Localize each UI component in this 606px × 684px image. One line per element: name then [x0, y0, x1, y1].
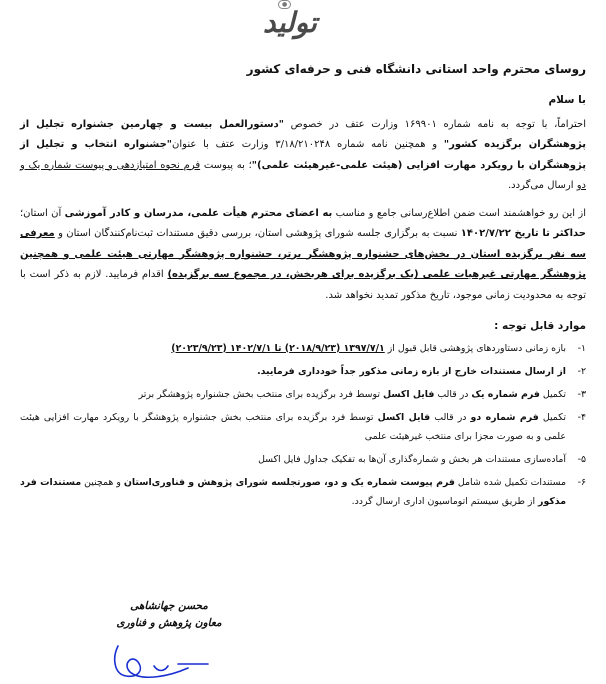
list-item — [20, 385, 586, 404]
p1-bold-title: "دستورالعمل بیست و چهارمین جشنواره تجلیل از پژوهشگران برگزیده کشور" — [20, 118, 587, 150]
organization-logo — [248, 0, 332, 50]
item-text: از ارسال مستندات خارج از بازه زمانی مذکور جداً خودداری فرمایید. — [257, 365, 566, 377]
item-text: توسط فرد برگزیده برای منتخب بخش جشنواره پژوهشگر با رویکرد مهارت افزایی هیئت علمی و به صورت مجزا برای منتخب غیرهیئت علمی — [20, 411, 566, 442]
item-number: ۳- — [577, 388, 586, 400]
p2-text: نسبت به برگزاری جلسه شورای پژوهشی استان، بررسی دقیق مستندات ثبت‌نام‌کنندگان استان و — [54, 228, 461, 239]
item-bold: فایل اکسل — [382, 388, 435, 400]
item-text: تکمیل — [538, 411, 567, 423]
item-bold: فرم شماره دو — [470, 411, 539, 423]
p2-deadline: حداکثر تا تاریخ ۱۴۰۲/۷/۲۲ — [460, 228, 586, 239]
handwritten-signature — [108, 606, 218, 684]
p2-bold-underlined: معرفی سه نفر برگزیده استان در بخش‌های جشنواره پژوهشگر برتر، جشنواره پژوهشگر مهارتی هیئت علمی و همچنین پژوهشگر مهارتی غیرهیات علمی (یک برگزیده برای هربخش، در مجموع سه برگزیده) — [20, 228, 586, 280]
item-text: بازه زمانی دستاوردهای پژوهشی قابل قبول از — [384, 342, 566, 354]
item-date-range: ۱۳۹۷/۷/۱ (۲۰۱۸/۹/۲۳) تا ۱۴۰۲/۷/۱ (۲۰۲۳/۹/۲۳) — [171, 342, 385, 354]
item-text: مستندات تکمیل شده شامل — [454, 476, 566, 488]
p1-bold-title: "جشنواره انتخاب و تجلیل از پژوهشگران با رویکرد مهارت افزایی (هیئت علمی-غیرهیئت علمی)" — [20, 139, 586, 171]
item-text: و همچنین — [81, 476, 124, 488]
list-item — [20, 473, 586, 511]
p1-text: احتراماً، با توجه به نامه شماره ۱۶۹۹۰۱ وزارت عتف در خصوص — [283, 118, 586, 130]
p1-underlined: فرم نحوه امتیازدهی و پیوست شماره یک و دو — [20, 159, 586, 191]
item-bold: مستندات فرد مذکور — [20, 476, 566, 507]
p2-text: از این رو خواهشمند است ضمن اطلاع‌رسانی جامع و مناسب — [332, 207, 586, 219]
p1-text: ؛ به پیوست — [200, 159, 252, 171]
item-text: تکمیل — [539, 388, 566, 400]
list-item — [20, 362, 586, 381]
list-item — [20, 450, 586, 469]
p2-text: آن استان؛ — [20, 207, 65, 219]
p2-bold: به اعضای محترم هیأت علمی، مدرسان و کادر آموزشی — [64, 207, 333, 219]
signatory-name: محسن جهانشاهی — [130, 600, 208, 612]
item-bold: فرم شماره یک — [471, 388, 540, 400]
item-text: از طریق سیستم اتوماسیون اداری ارسال گردد. — [351, 495, 539, 507]
item-text: توسط فرد برگزیده برای منتخب بخش جشنواره پژوهشگر برتر — [138, 388, 383, 400]
notes-list — [20, 339, 586, 511]
item-number: ۴- — [577, 411, 586, 423]
p1-text: ارسال می‌گردد. — [507, 180, 577, 191]
item-bold: فرم پیوست شماره یک و دو، صورتجلسه شورای پژوهش و فناوری‌استان — [123, 476, 455, 488]
item-number: ۱- — [577, 342, 586, 354]
paragraph-1 — [20, 115, 586, 197]
logo-emblem: ● — [278, 0, 291, 9]
letter-body — [20, 58, 586, 515]
item-bold: فایل اکسل — [377, 411, 431, 423]
logo-calligraphy: تولید — [263, 6, 317, 39]
item-text: در قالب — [430, 411, 471, 423]
item-text: آماده‌سازی مستندات هر بخش و شماره‌گذاری آن‌ها به تفکیک جداول فایل اکسل — [258, 453, 566, 465]
item-number: ۲- — [577, 365, 586, 377]
letter-addressee: روسای محترم واحد استانی دانشگاه فنی و حرفه‌ای کشور — [246, 62, 586, 76]
p2-text: اقدام فرمایید. لازم به ذکر است با توجه به محدودیت زمانی موجود، تاریخ مذکور تمدید نخواهد شد. — [20, 269, 586, 301]
notes-heading: موارد قابل توجه : — [494, 320, 586, 332]
list-item — [20, 408, 586, 446]
letter-greeting: با سلام — [548, 94, 586, 106]
item-text: در قالب — [434, 388, 472, 400]
p1-text: و همچنین نامه شماره ۳/۱۸/۲۱۰۲۴۸ وزارت عتف با عنوان — [172, 139, 444, 150]
signature-block — [114, 598, 224, 678]
paragraph-2 — [20, 204, 586, 307]
item-number: ۶- — [577, 476, 586, 488]
item-number: ۵- — [577, 453, 586, 465]
signatory-title: معاون پژوهش و فناوری — [116, 617, 222, 629]
list-item — [20, 339, 586, 358]
